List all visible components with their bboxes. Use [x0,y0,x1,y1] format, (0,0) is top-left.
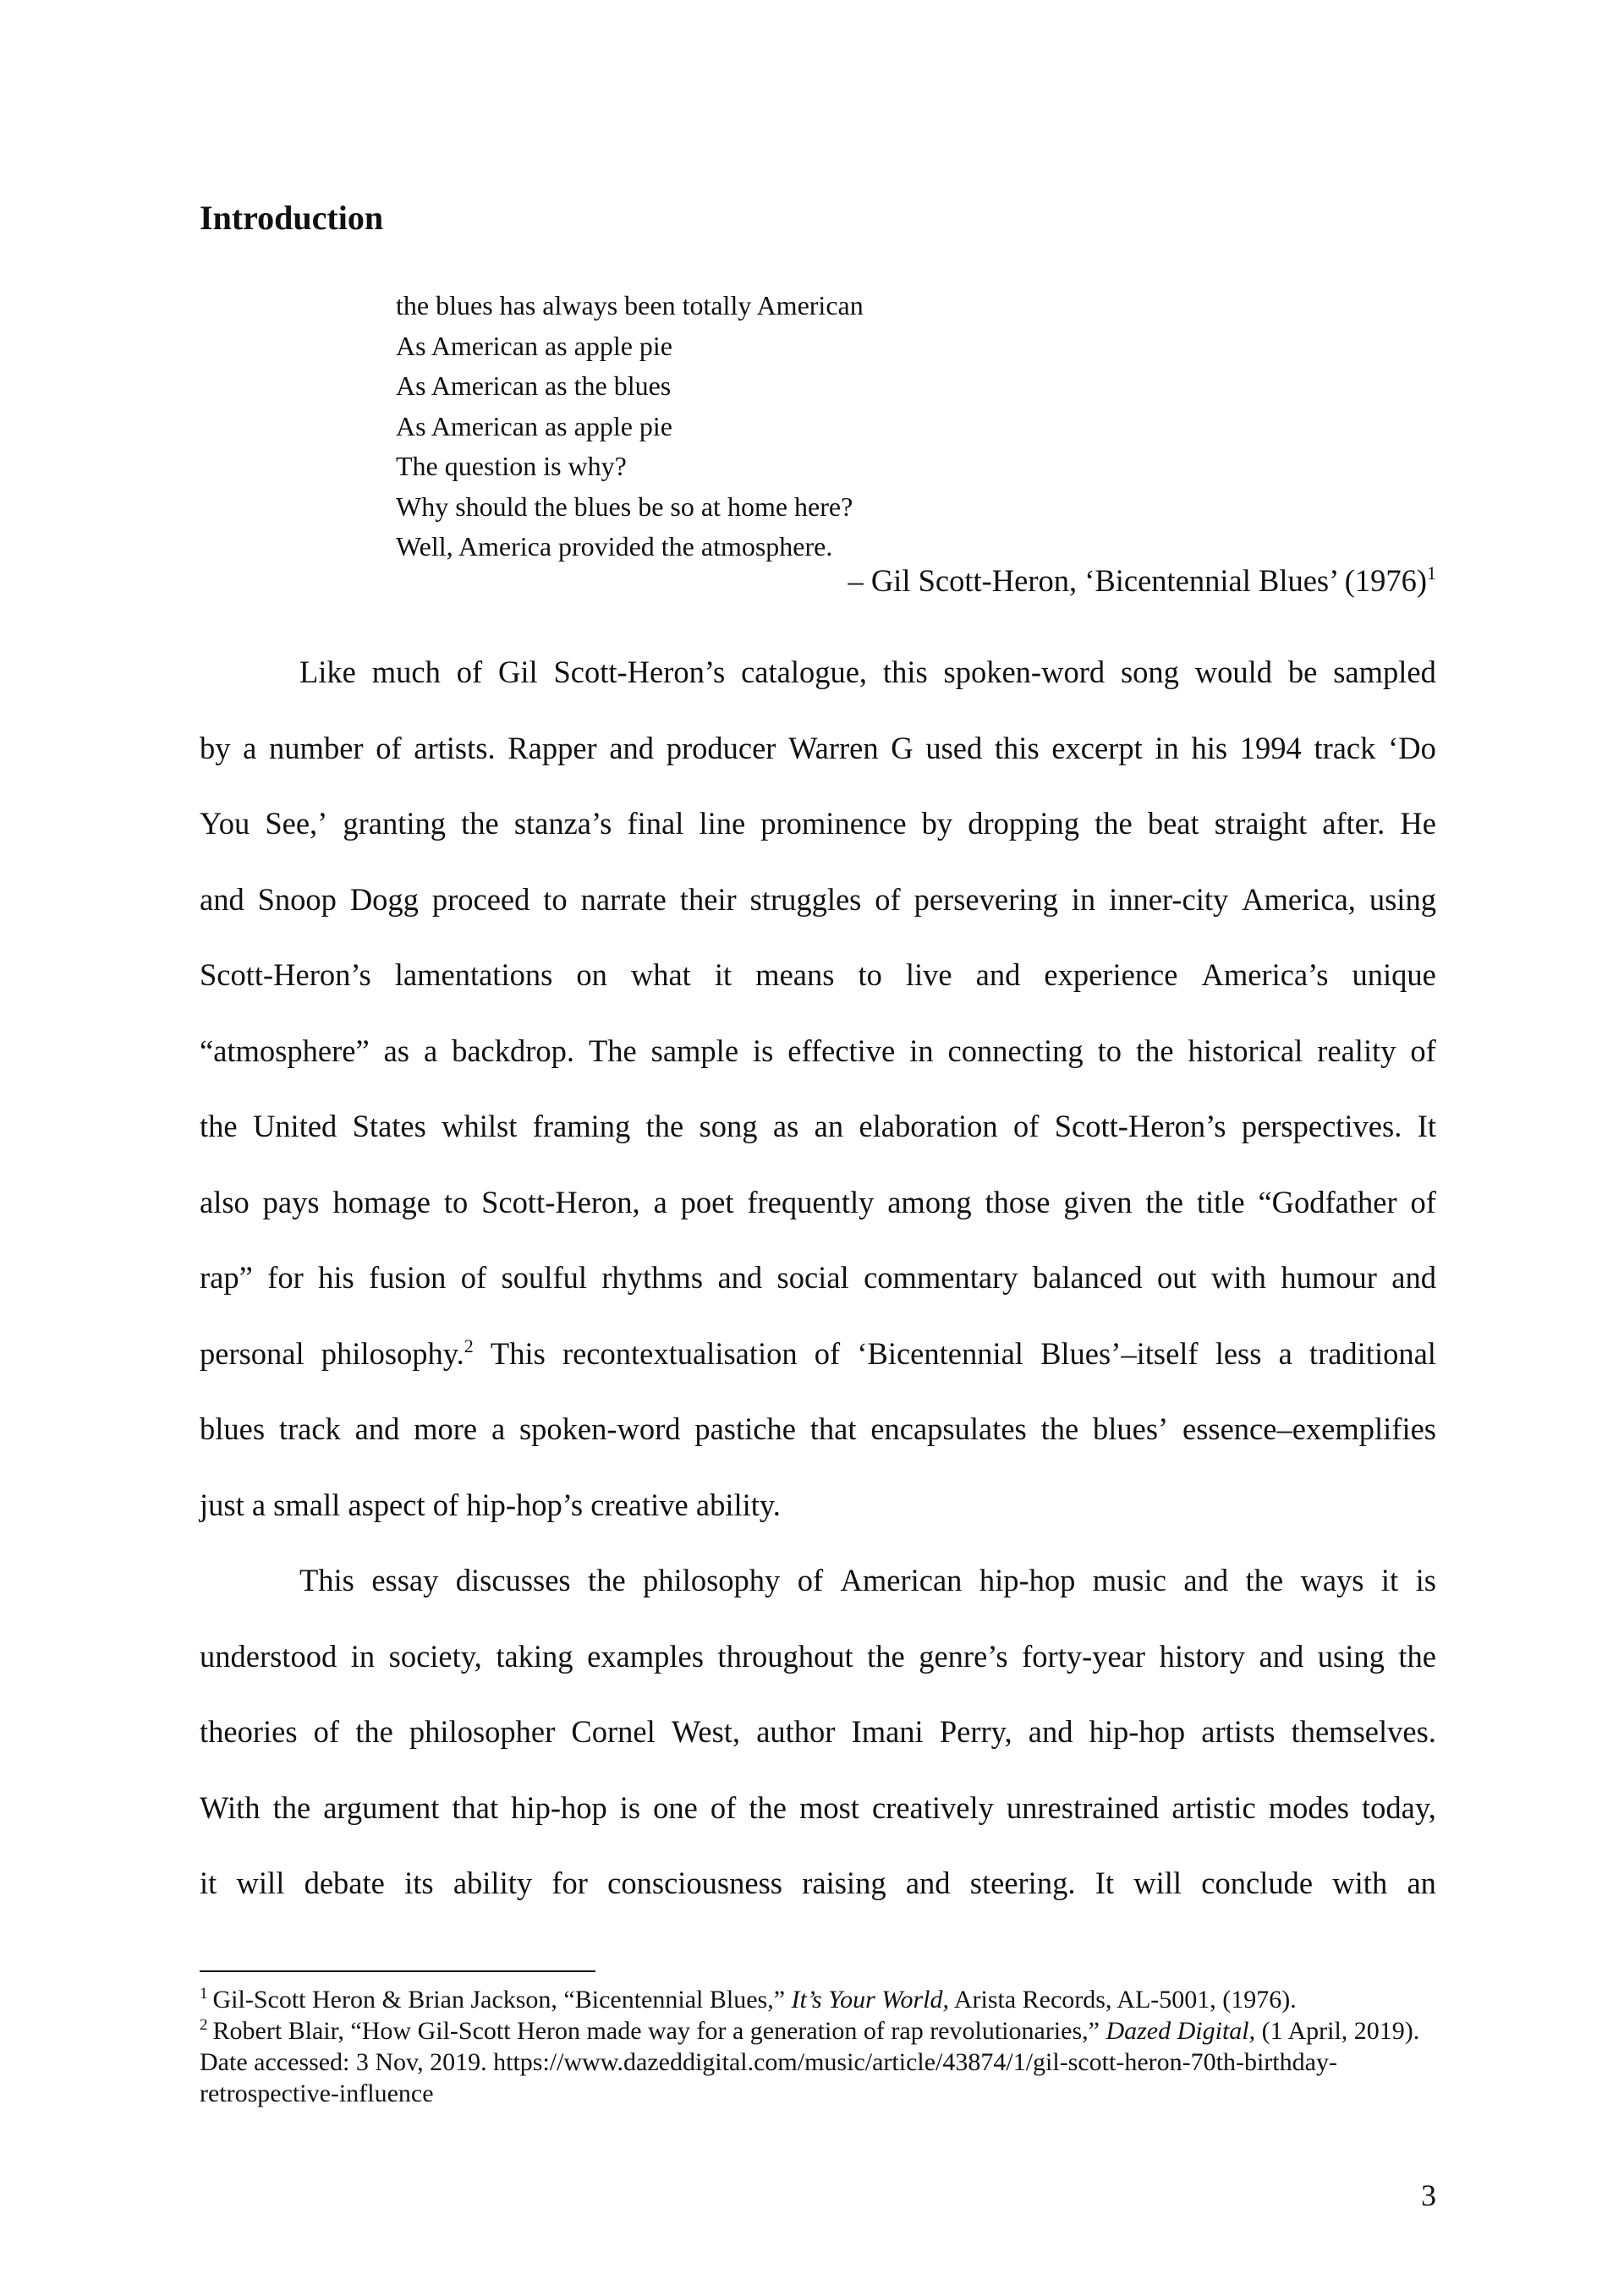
word [1215,1316,1262,1392]
word: sample [650,1033,739,1068]
word: a [491,1411,506,1446]
word: Scott-Heron’s [553,655,726,689]
word: West, [671,1714,741,1749]
word: the [461,806,499,841]
word: the [200,1109,238,1143]
word: line [699,806,746,841]
word: also [200,1184,250,1219]
word: homage [332,1184,431,1219]
word: 1994 [1239,730,1302,765]
word: discusses [455,1563,571,1597]
word: artists [1201,1714,1276,1749]
word: See,’ [265,806,328,841]
word: whilst [442,1109,518,1143]
footnote-title: It’s Your World, [791,1986,949,2014]
word: elaboration [859,1109,998,1143]
word: of [875,881,901,917]
word: pastiche [694,1411,796,1446]
word: artistic [1171,1789,1256,1825]
text-line [200,1694,1436,1770]
text-segment: recontextualisation [562,1335,798,1371]
word: the [1095,806,1133,841]
word: You [200,806,250,841]
word: for [267,1260,304,1295]
word: perspectives. [1241,1109,1402,1143]
word: most [798,1789,859,1825]
word: struggles [749,881,862,917]
word: States [352,1109,426,1143]
footnote-text: Robert Blair, “How Gil-Scott Heron made way for a generation of rap revolutionaries,” [212,2017,1106,2045]
word: genre’s [919,1638,1008,1674]
word: his [1191,730,1228,765]
word: with [1332,1866,1388,1900]
footnote-reference: 2 [464,1334,474,1356]
word: the [749,1789,787,1825]
word: and [200,881,244,917]
word: Imani [851,1714,924,1749]
word: It [1095,1866,1114,1900]
paragraph [200,634,1436,1543]
text-line [200,1543,1436,1619]
word: He [1400,806,1436,841]
footnotes [200,1984,1436,2109]
footnote-reference: 1 [1427,562,1436,584]
text-segment: less [1215,1335,1262,1371]
word: inner-city [1109,881,1229,917]
word: essay [371,1563,439,1597]
word: by [200,730,231,765]
word: music [1092,1563,1166,1597]
word: much [371,655,441,689]
word: as [383,1033,409,1068]
text-line [200,1088,1436,1164]
text-line [200,1770,1436,1846]
footnote-text: (1 April, 2019). Date accessed: 3 Nov, 2019. https://www.dazeddigital.com/music/article/43874/1/gil-scott-heron-70th-birthday-retrospective-influence [200,2017,1420,2107]
text-segment: ‘Bicentennial [857,1335,1023,1371]
word: consciousness [607,1866,782,1900]
word: of [313,1714,340,1749]
word: soulful [501,1260,587,1295]
epigraph-line: As American as apple pie [396,330,672,361]
text-line [200,786,1436,862]
epigraph-line: the blues has always been totally American [396,290,864,321]
word: in [1155,730,1179,765]
word: stanza’s [513,806,612,841]
word: his [318,1260,354,1295]
word [1309,1316,1436,1392]
word: a [243,730,257,765]
word: lamentations [394,957,553,992]
word: to [543,881,568,917]
word: Scott-Heron’s [200,957,371,992]
footnote [200,2015,1436,2109]
word: will [236,1866,285,1900]
word: and [1391,1260,1436,1295]
text-segment: Blues’–itself [1040,1335,1199,1371]
word [491,1316,546,1392]
word: ways [1300,1563,1364,1597]
word: among [887,1184,972,1219]
word: track [278,1411,341,1446]
word: The [588,1033,637,1068]
word: Warren [788,730,879,765]
word: argument [323,1789,440,1825]
word: of [376,730,402,765]
word: it [1380,1563,1399,1597]
text-line [200,1240,1436,1316]
word: Gil [497,655,538,689]
text-segment: personal [200,1335,304,1371]
word [200,1316,304,1392]
word: of [1410,1184,1436,1219]
word: unique [1352,957,1436,992]
word [1279,1316,1292,1392]
word [562,1316,798,1392]
word: Scott-Heron, [481,1184,640,1219]
word: Cornel [571,1714,656,1749]
word: its [404,1866,434,1900]
word: and [609,730,655,765]
word: steering. [969,1866,1076,1900]
page-number: 3 [1421,2178,1436,2212]
footnote-number: 2 [200,2016,208,2034]
word: dropping [968,806,1080,841]
text-segment: traditional [1309,1335,1436,1371]
word: what [630,957,691,992]
epigraph-line: Why should the blues be so at home here? [396,490,853,522]
word: hip-hop [1089,1714,1186,1749]
word: of [710,1789,737,1825]
word: of [1012,1109,1040,1143]
word: the [1040,1411,1079,1446]
word: to [443,1184,469,1219]
word: Perry, [939,1714,1012,1749]
word [1040,1316,1199,1392]
word: track [1314,730,1376,765]
word: the [645,1109,684,1143]
word: in [350,1638,376,1674]
word: commentary [864,1260,1018,1295]
word: as [772,1109,799,1143]
word: given [1063,1184,1133,1219]
word: the [1245,1563,1284,1597]
word: rap” [200,1260,253,1295]
word: live [905,957,952,992]
word: Snoop [257,881,337,917]
section-heading: Introduction [200,199,384,237]
word: society, [388,1638,482,1674]
word: be [1287,655,1318,689]
word: backdrop. [452,1033,575,1068]
word: prominence [760,806,907,841]
epigraph-line: As American as apple pie [396,410,672,441]
text-line [200,710,1436,786]
word: is [619,1789,641,1825]
word: balanced [1032,1260,1143,1295]
word: frequently [747,1184,875,1219]
word: G [891,730,914,765]
word: creatively [871,1789,994,1825]
word: in [909,1033,934,1068]
word: hip-hop [979,1563,1076,1597]
text-line [200,1316,1436,1392]
word: song [1120,655,1179,689]
word: using [1317,1638,1385,1674]
word: and [905,1866,951,1900]
word: the [272,1789,311,1825]
word: understood [200,1638,337,1674]
text-segment: a [1278,1335,1292,1371]
text-segment: philosophy. [321,1335,464,1371]
word: United [252,1109,337,1143]
text-line [200,1391,1436,1467]
text-line [200,862,1436,938]
word: modes [1268,1789,1349,1825]
word: raising [802,1866,886,1900]
epigraph-line: Well, America provided the atmosphere. [396,531,833,562]
word: it [200,1866,217,1900]
word: one [653,1789,698,1825]
word: would [1194,655,1273,689]
word: and [1028,1714,1073,1749]
word: using [1369,881,1436,917]
word: the [355,1714,393,1749]
word: it [714,957,732,992]
word: This [299,1563,354,1597]
word: producer [666,730,776,765]
word: Rapper [508,730,597,765]
word: blues’ [1092,1411,1169,1446]
word: reality [1317,1033,1396,1068]
word: fusion [369,1260,447,1295]
word: that [452,1789,499,1825]
footnote-number: 1 [200,1985,208,2003]
word: experience [1044,957,1178,992]
word: of [456,655,483,689]
word: spoken-word [518,1411,681,1446]
word: the [1135,1033,1174,1068]
footnote-text: Arista Records, AL-5001, (1976). [949,1986,1297,2014]
word: their [679,881,737,917]
word: themselves. [1291,1714,1436,1749]
text-line [200,1845,1436,1921]
paragraph [200,1543,1436,1921]
word: and [1183,1563,1229,1597]
word: America, [1242,881,1356,917]
word: and [975,957,1021,992]
word: beat [1147,806,1199,841]
word: out [1156,1260,1197,1295]
word: of [797,1563,824,1597]
word: artists. [414,730,496,765]
word: the [1145,1184,1183,1219]
word: proceed [431,881,530,917]
word: sampled [1333,655,1436,689]
word: those [985,1184,1051,1219]
text-line [200,634,1436,710]
word: final [627,806,684,841]
word: that [809,1411,857,1446]
word: “Godfather [1258,1184,1397,1219]
text-line [200,937,1436,1013]
word: means [755,957,835,992]
word: for [551,1866,588,1900]
body-text [200,634,1436,1921]
word: with [1211,1260,1266,1295]
word: framing [532,1109,631,1143]
word: pays [262,1184,320,1219]
word: this [994,730,1040,765]
word: effective [787,1033,896,1068]
word: theories [200,1714,298,1749]
word: this [882,655,928,689]
word: straight [1214,806,1308,841]
text-segment: of [814,1335,841,1371]
word: forty-year [1022,1638,1146,1674]
word: history [1159,1638,1245,1674]
word: historical [1188,1033,1303,1068]
word: humour [1281,1260,1377,1295]
epigraph-attribution [848,561,1436,601]
word: the [1398,1638,1436,1674]
word: debate [304,1866,385,1900]
word: a [653,1184,667,1219]
word: will [1133,1866,1182,1900]
word: is [752,1033,774,1068]
word: American [840,1563,963,1597]
word: is [1415,1563,1436,1597]
word: essence–exemplifies [1182,1411,1436,1446]
footnote-title: Dazed Digital, [1106,2017,1256,2045]
word: With [200,1789,261,1825]
word: to [858,957,882,992]
footnote-divider [200,1970,595,1972]
text-line: just a small aspect of hip-hop’s creative ability. [200,1487,781,1522]
word: throughout [717,1638,853,1674]
word: America’s [1201,957,1329,992]
word: more [414,1411,478,1446]
word: examples [587,1638,704,1674]
word: number [269,730,364,765]
word: song [699,1109,758,1143]
word: excerpt [1051,730,1143,765]
word: in [1071,881,1096,917]
word: an [1407,1866,1436,1900]
word: author [756,1714,836,1749]
word: unrestrained [1006,1789,1160,1825]
footnote-text: Gil-Scott Heron & Brian Jackson, “Bicentennial Blues,” [212,1986,792,2014]
word: Like [299,655,356,689]
word: of [1410,1033,1436,1068]
word: narrate [580,881,667,917]
footnote [200,1984,1436,2015]
word: the [588,1563,626,1597]
word: philosophy [643,1563,781,1597]
word: blues [200,1411,266,1446]
word [815,1316,840,1392]
text-line [200,1164,1436,1241]
word: on [576,957,607,992]
epigraph-line: The question is why? [396,451,627,481]
word: encapsulates [870,1411,1027,1446]
word: taking [496,1638,573,1674]
word: ability [453,1866,533,1900]
word: granting [343,806,447,841]
word: hip-hop [511,1789,607,1825]
word: to [1097,1033,1122,1068]
word: used [925,730,983,765]
attribution-text: – Gil Scott-Heron, ‘Bicentennial Blues’ (1976) [848,563,1427,598]
epigraph [396,286,864,567]
word: conclude [1201,1866,1314,1900]
word: catalogue, [741,655,868,689]
word: Dogg [349,881,419,917]
text-line [200,1619,1436,1695]
word: title [1196,1184,1245,1219]
word: spoken-word [943,655,1106,689]
word: of [460,1260,487,1295]
word: ‘Do [1388,730,1436,765]
word: a [423,1033,438,1068]
word: and [354,1411,400,1446]
word: social [776,1260,849,1295]
word: poet [680,1184,734,1219]
word: by [921,806,953,841]
word: today, [1362,1789,1436,1825]
word: connecting [947,1033,1084,1068]
word: persevering [914,881,1058,917]
text-segment: This [490,1335,546,1371]
word: an [814,1109,844,1143]
word: philosopher [409,1714,556,1749]
text-line [200,1013,1436,1089]
word: It [1417,1109,1436,1143]
word: Scott-Heron’s [1054,1109,1226,1143]
epigraph-line: As American as the blues [396,370,672,401]
word: the [867,1638,905,1674]
word: and [1259,1638,1304,1674]
word: rhythms [601,1260,704,1295]
word: “atmosphere” [200,1033,370,1068]
word [857,1316,1023,1392]
word: after. [1322,806,1385,841]
word: and [717,1260,763,1295]
word [321,1316,474,1392]
